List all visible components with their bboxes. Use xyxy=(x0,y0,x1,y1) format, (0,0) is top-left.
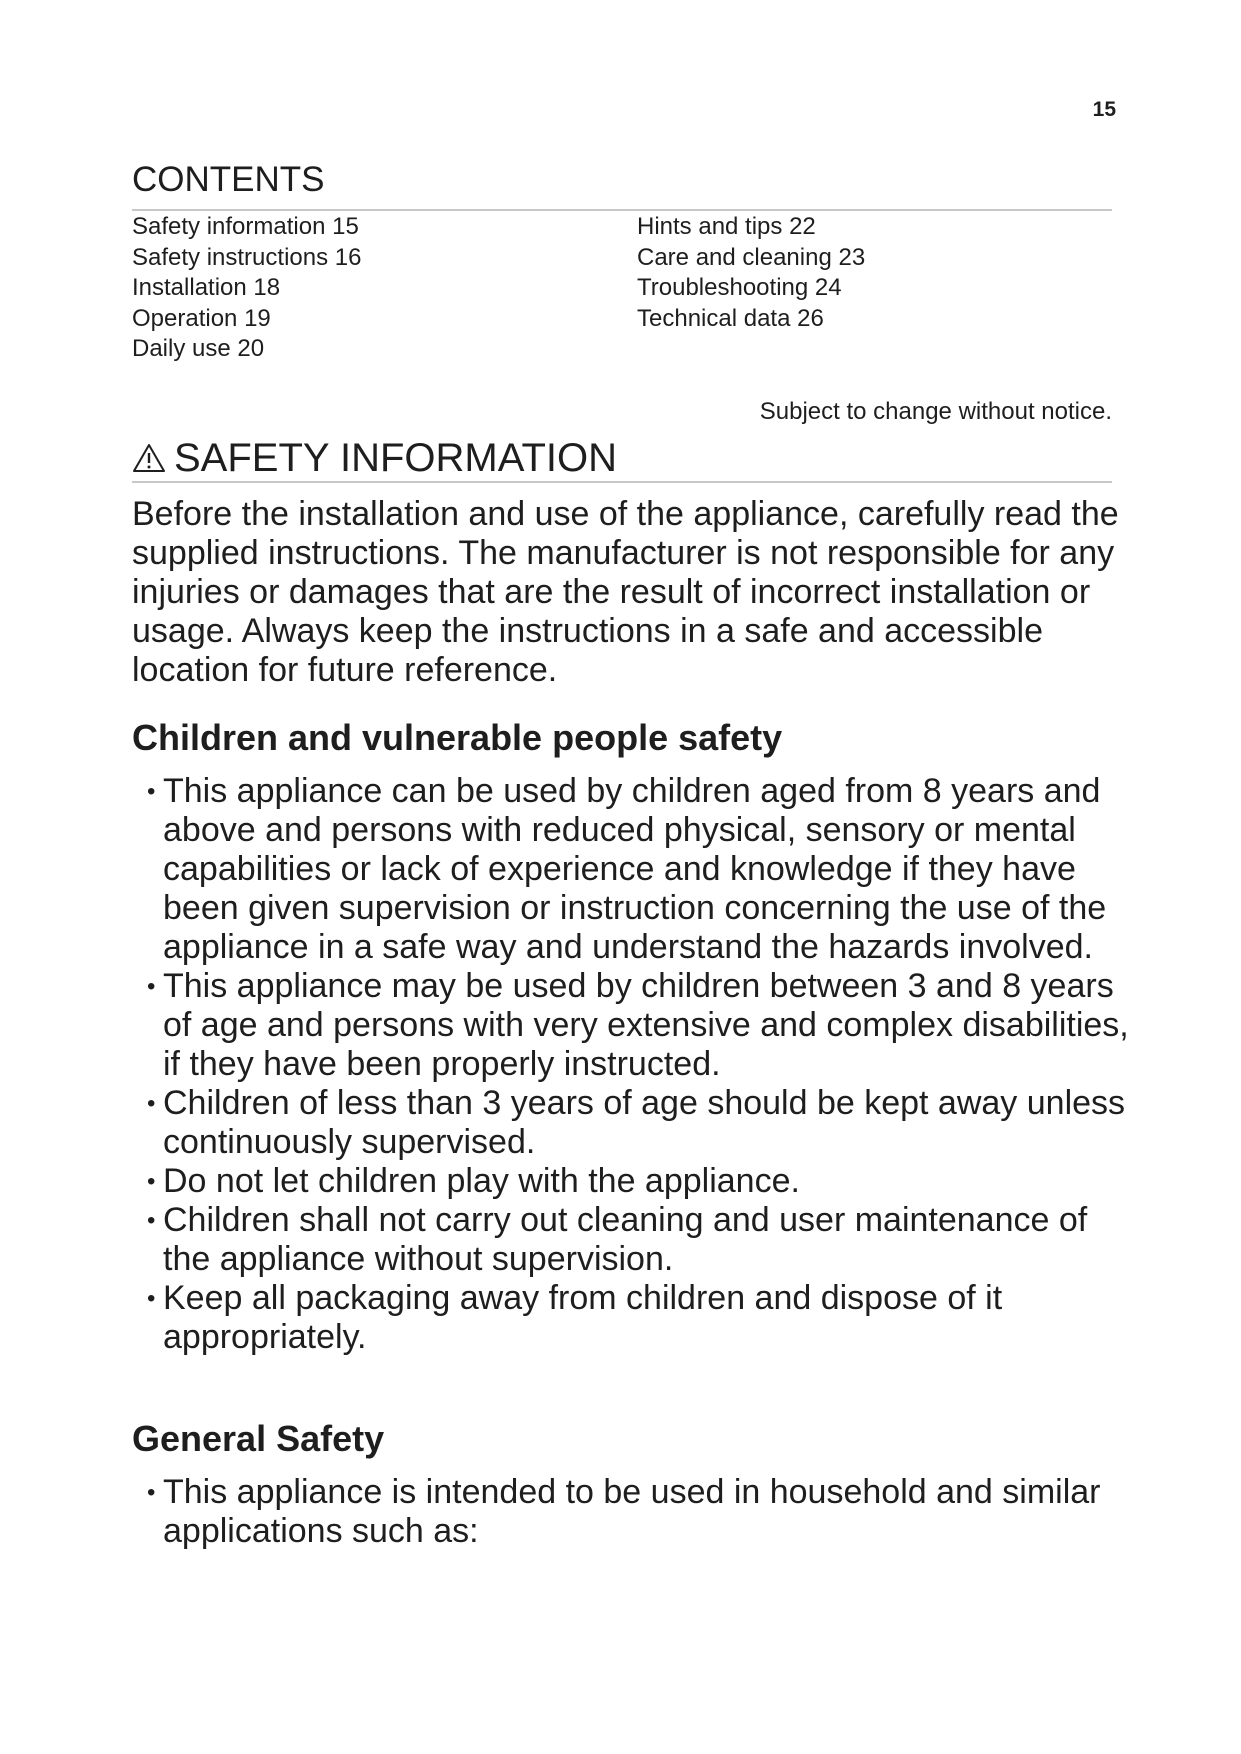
bullet-icon: • xyxy=(147,1285,156,1312)
toc-right-column xyxy=(637,212,865,334)
list-item: • This appliance can be used by children aged from 8 years and above and persons with reduced physical, sensory or mental capabilities or lack of experience and knowledge if they have been given supervision or instruction concerning the use of the appliance in a safe way and understand the hazards involved. xyxy=(147,772,1107,966)
bullet-icon: • xyxy=(147,973,156,1000)
toc-item[interactable]: Hints and tips 22 xyxy=(637,213,816,240)
list-item: • Keep all packaging away from children and dispose of it appropriately. xyxy=(147,1279,1003,1356)
toc-item[interactable]: Operation 19 xyxy=(132,304,271,332)
bullet-icon: • xyxy=(147,1168,156,1195)
list-item: • Children shall not carry out cleaning and user maintenance of the appliance without supervision. xyxy=(147,1201,1088,1278)
toc-item[interactable]: Care and cleaning 23 xyxy=(637,243,866,271)
safety-information-title xyxy=(132,435,617,481)
children-safety-heading: Children and vulnerable people safety xyxy=(132,717,783,758)
change-notice: Subject to change without notice. xyxy=(759,398,1112,425)
bullet-icon: • xyxy=(147,1207,156,1234)
general-safety-list xyxy=(132,1473,1132,1551)
contents-title: CONTENTS xyxy=(132,160,325,199)
toc-left-column xyxy=(132,212,361,365)
toc-item[interactable]: Safety instructions 16 xyxy=(132,243,362,271)
toc-item[interactable]: Safety information 15 xyxy=(132,213,359,240)
list-item: • This appliance is intended to be used in household and similar applications such as: xyxy=(147,1473,1101,1550)
general-safety-heading: General Safety xyxy=(132,1418,385,1459)
list-item: • Do not let children play with the appliance. xyxy=(147,1162,800,1200)
contents-divider xyxy=(132,209,1112,211)
toc-item[interactable]: Installation 18 xyxy=(132,274,281,301)
page-number: 15 xyxy=(1092,98,1116,121)
warning-triangle-icon xyxy=(132,443,166,473)
safety-intro-paragraph: Before the installation and use of the appliance, carefully read the supplied instructions. The manufacturer is not responsible for any injuries or damages that are the result of incorrect installation or usage. Always keep the instructions in a safe and accessible location for future reference. xyxy=(132,495,1119,689)
list-item: • Children of less than 3 years of age should be kept away unless continuously supervised. xyxy=(147,1084,1126,1161)
safety-title-text: SAFETY INFORMATION xyxy=(174,436,617,480)
toc-item[interactable]: Technical data 26 xyxy=(637,304,824,332)
bullet-icon: • xyxy=(147,1090,156,1117)
children-safety-list xyxy=(132,772,1132,1357)
toc-item[interactable]: Daily use 20 xyxy=(132,335,265,362)
toc-item[interactable]: Troubleshooting 24 xyxy=(637,274,842,301)
list-item: • This appliance may be used by children between 3 and 8 years of age and persons with very extensive and complex disabilities, if they have been properly instructed. xyxy=(147,967,1129,1083)
bullet-icon: • xyxy=(147,1479,156,1506)
bullet-icon: • xyxy=(147,778,156,805)
safety-divider xyxy=(132,481,1112,483)
